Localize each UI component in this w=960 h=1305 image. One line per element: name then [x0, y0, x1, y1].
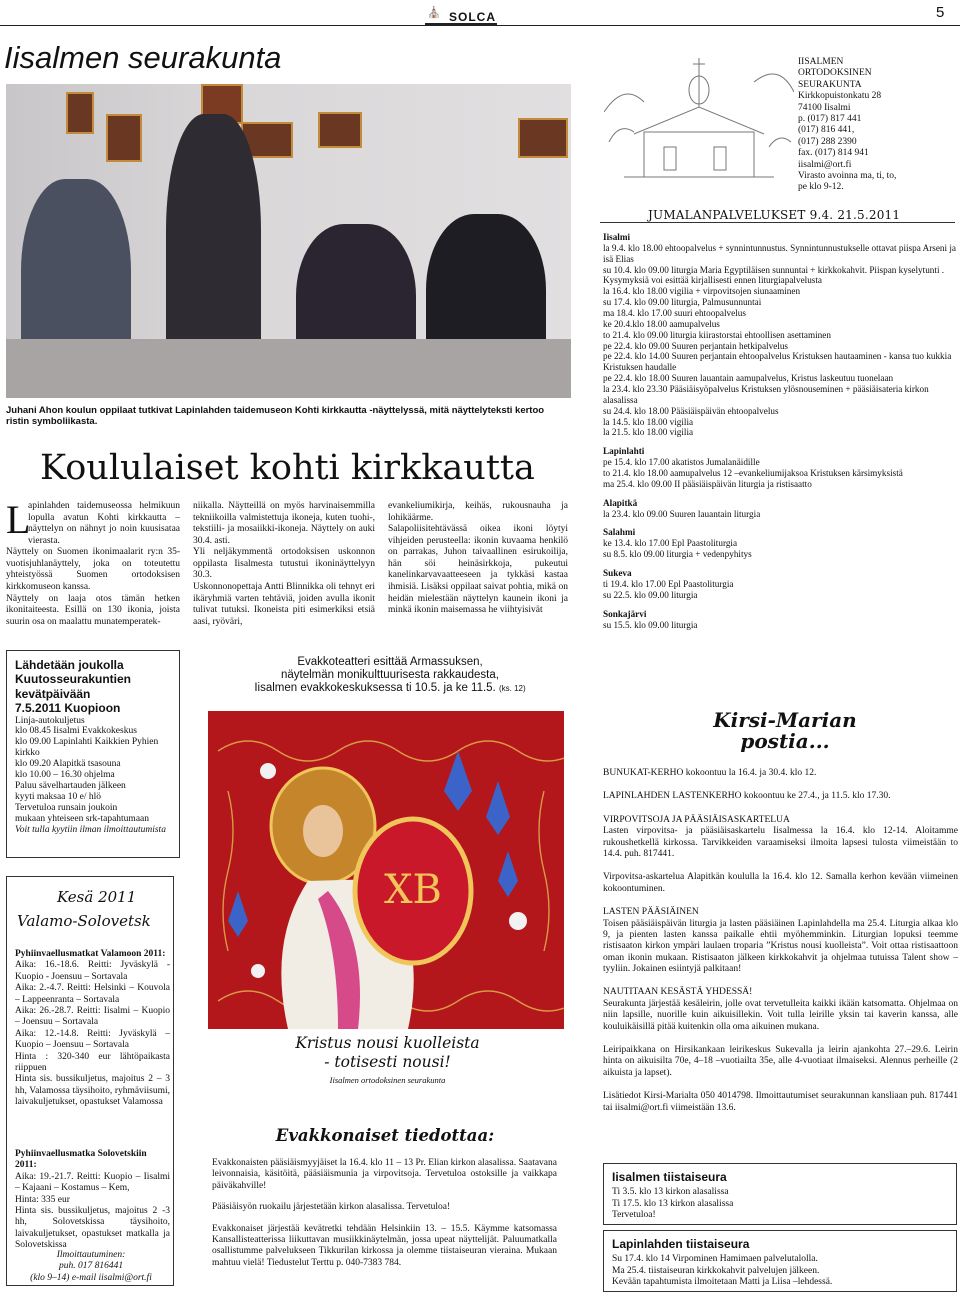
contact-line: (017) 288 2390 — [798, 136, 857, 147]
services-list — [603, 232, 958, 630]
kirsi-paragraph: Leiripaikkana on Hirsikankaan leirikeskus Sukevalla ja leirin ajankohta 27.–29.6. Leirin hinta on aikuisilta 70e, 4–18 –vuotiailta 35e, alle 4-vuotiaat ilmaiseksi. Alennus perheille (2 aikuista ja lapset). — [603, 1045, 958, 1078]
evak-paragraph: Evakkonaiset järjestää kevätretki tehdään Helsinkiin 13. – 15.5. Käymme katsomassa Kansallisteatterissa liikuttavan musiikkinäytelmän, jossa upeat näyttelijät. Paluumatkalla osallistumme palvelukseen Tikkurilan kirkossa ja olemme tiistaiseuran vieraina. Mukaan mahtuu vielä! Tiedustelut Terttu p. 040-7383 784. — [212, 1223, 557, 1268]
excursion-line: klo 08.45 Iisalmi Evakkokeskus — [15, 726, 137, 737]
contact-line: Virasto avoinna ma, ti, to, — [798, 170, 897, 181]
icon-painting — [106, 114, 142, 162]
service-line: la 9.4. klo 18.00 ehtoopalvelus + synnintunnustus. Synnintunnustukselle ottavat piispa Arseni ja isä Elias — [603, 242, 957, 264]
theatre-notice — [205, 656, 575, 696]
trip-section-2-title: Pyhiinvaellusmatka Solovetskiin 2011: — [15, 1149, 147, 1171]
exhibition-photo — [6, 84, 571, 398]
kirsi-paragraph: BUNUKAT-KERHO kokoontuu la 16.4. ja 30.4. klo 12. — [603, 768, 817, 778]
header-rule — [0, 25, 960, 26]
excursion-box — [6, 650, 180, 858]
service-line: ti 19.4. klo 17.00 Epl Paastoliturgia — [603, 578, 734, 589]
tiistaiseura-line: Tervetuloa! — [612, 1210, 656, 1221]
kirsi-paragraph: Virpovitsa-askartelua Alapitkän koululla la 16.4. klo 12. Samalla kerhon kevään viimeinen kokoontuminen. — [603, 872, 958, 894]
tiistaiseura-line: Ma 25.4. tiistaiseuran kirkkokahvit palvelujen jälkeen. — [612, 1265, 820, 1276]
contact-line: p. (017) 817 441 — [798, 113, 862, 124]
parish-contact — [798, 57, 958, 194]
easter-icon-image — [208, 711, 564, 1029]
page-title: Iisalmen seurakunta — [4, 40, 282, 75]
service-line: ma 18.4. klo 17.00 suuri ehtoopalvelus — [603, 308, 746, 319]
easter-greeting-line: - totisesti nousi! — [324, 1052, 451, 1071]
service-line: to 21.4. klo 09.00 liturgia kiirastorstai ehtoollisen asettaminen — [603, 329, 831, 340]
service-line: su 22.5. klo 09.00 liturgia — [603, 589, 698, 600]
service-line: su 17.4. klo 09.00 liturgia, Palmusunnuntai — [603, 297, 762, 308]
tiistaiseura-line: Kevään tapahtumista ilmoitetaan Matti ja Liisa –lehdessä. — [612, 1277, 833, 1288]
excursion-line: klo 10.00 – 16.30 ohjelma — [15, 770, 115, 781]
service-line: pe 22.4. klo 18.00 Suuren lauantain aamupalvelus, Kristus laskeutuu tuonelaan — [603, 373, 894, 384]
angel-icon-illustration — [208, 711, 564, 1029]
article-body: Näyttely on Suomen ikonimaalarit ry:n 35-vuotisjuhlanäyttely, joka on toteutettu yhteistyössä Suomen ortodoksisen kirkkomuseon kanssa. Näyttely on laaja otos tämän hetken ikonitaiteesta. Esillä on 130 ikonia, joista suurin osa on maalattu munatemperatek- — [6, 547, 180, 627]
kirsi-paragraph: LAPINLAHDEN LASTENKERHO kokoontuu ke 27.4., ja 11.5. klo 17.30. — [603, 791, 891, 802]
kirsi-heading-line: Kirsi-Marian — [713, 708, 857, 732]
easter-greeting-line: Kristus nousi kuolleista — [295, 1034, 480, 1052]
service-line: pe 22.4. klo 14.00 Suuren perjantain ehtoopalvelus Kristuksen hautaaminen - kansa tuo kukkia Kristuksen haudalle — [603, 351, 952, 373]
contact-line: pe klo 9-12. — [798, 182, 844, 193]
excursion-line: Linja-autokuljetus — [15, 715, 85, 726]
xb-monogram: ХВ — [384, 867, 442, 913]
service-place: Salahmi — [603, 527, 636, 538]
theatre-line: näytelmän monikulttuurisesta rakkaudesta, — [281, 669, 499, 682]
kirsi-marian-heading — [645, 710, 925, 752]
contact-line: 74100 Iisalmi — [798, 102, 851, 113]
icon-painting — [318, 112, 362, 148]
article-column-2: niikalla. Näytteillä on myös harvinaisemmilla tekniikoilla valmistettuja ikoneja, kuten tuohi-, tekstiili- ja mosaiikki-ikoneja. Näyttely on auki 30.4. asti. Yli neljäkymmentä ortodoksisen uskonnon oppilasta Iisalmesta tutustui ikoninäyttelyyn 30.3. Uskonnonopettaja Antti Blinnikka oli tehnyt eri ikäryhmiä varten tehtäviä, joiden avulla ikonit tulivat tutuksi. Ikoneista piti esimerkiksi etsiä aasi, ryöväri, — [193, 501, 375, 627]
lapinlahti-tiistaiseura-box — [603, 1230, 957, 1292]
service-line: pe 15.4. klo 17.00 akatistos Jumalanäidille — [603, 457, 760, 468]
excursion-heading: Lähdetään joukolla Kuutosseurakuntien kevätpäivään — [15, 658, 132, 701]
iisalmi-tiistaiseura-box — [603, 1163, 957, 1225]
trip-footer-line: (klo 9–14) e-mail iisalmi@ort.fi — [30, 1272, 152, 1283]
contact-email[interactable]: iisalmi@ort.fi — [798, 159, 852, 170]
service-line: ma 25.4. klo 09.00 II pääsiäispäivän liturgia ja ristisaatto — [603, 478, 812, 489]
tiistaiseura-line: Ti 17.5. klo 13 kirkon alasalissa — [612, 1198, 734, 1209]
tiistaiseura-line: Su 17.4. klo 14 Virpominen Hamimaen palvelutalolla. — [612, 1254, 818, 1265]
service-line: la 23.4. klo 09.00 Suuren lauantain liturgia — [603, 508, 761, 519]
service-line: la 16.4. klo 18.00 vigilia + virpovitsojen siunaaminen — [603, 286, 801, 297]
kirsi-paragraph: LASTEN PÄÄSIÄINEN Toisen pääsiäispäivän liturgia ja lasten pääsiäinen Lapinlahdella ma 25.4. Liturgia alkaa klo 9, ja pienten lasten kanssa paikalle ehtii myöhemminkin. Liturgian lopuksi teemme ristisaaton kirkon ympäri laulaen troparia ”Kristus nousi kuolleista”. Voit ottaa ristisaattoon oman ikonin mukaan. Ristisaaton jälkeen kirkkokahvit ja ohjelmaa tutuissa Talent show –tyyliin. Jokainen esiintyjä palkitaan! — [603, 907, 958, 975]
service-place: Sukeva — [603, 568, 632, 579]
evakkonaiset-text — [212, 1158, 557, 1269]
contact-line: fax. (017) 814 941 — [798, 148, 869, 159]
service-line: su 24.4. klo 18.00 Pääsiäispäivän ehtoopalvelus — [603, 405, 779, 416]
service-line: su 8.5. klo 09.00 liturgia + vedenpyhitys — [603, 549, 752, 560]
icon-painting — [66, 92, 94, 134]
contact-line: (017) 816 441, — [798, 125, 855, 136]
trip-section-1-text: Aika: 16.-18.6. Reitti: Jyväskylä - Kuopio - Joensuu – Sortavala Aika: 2.-4.7. Reitti: Helsinki – Kouvola – Lappeenranta – Sortavala Aika: 26.-28.7. Reitti: Iisalmi – Kuopio – Joensuu – Sortavala Aika: 12.-14.8. Reitti: Jyväskylä – Kuopio – Joensuu – Sortavala Hinta : 320-340 eur lähtöpaikasta riippuen Hinta sis. bussikuljetus, majoitus 2 – 3 hh, Valamossa täysihoito, ryhmäviisumi, laivakuljetukset, opastukset Valamossa — [15, 960, 170, 1108]
tiistaiseura-title: Iisalmen tiistaiseura — [612, 1170, 727, 1184]
excursion-line: Tervetuloa runsain joukoin — [15, 802, 118, 813]
service-place: Alapitkä — [603, 497, 638, 508]
excursion-line: klo 09.00 Lapinlahti Kaikkien Pyhien kirkko — [15, 737, 159, 759]
service-line: su 15.5. klo 09.00 liturgia — [603, 619, 698, 630]
kirsi-heading-line: postia... — [740, 729, 830, 753]
excursion-line: klo 09.20 Alapitkä tsasouna — [15, 759, 121, 770]
service-place: Lapinlahti — [603, 446, 645, 457]
contact-line: ORTODOKSINEN — [798, 68, 872, 79]
church-domes-icon: ⛪ — [427, 7, 442, 19]
excursion-note: Voit tulla kyytiin ilman ilmoittautumista — [15, 824, 166, 835]
trip-section-1 — [15, 949, 170, 1108]
excursion-line: kyyti maksaa 10 e/ hlö — [15, 792, 102, 803]
contact-line: IISALMEN — [798, 57, 844, 67]
kirsi-paragraph: Lisätiedot Kirsi-Marialta 050 4014798. Ilmoittautumiset seurakunnan kansliaan puh. 817441 tai iisalmi@ort.fi viimeistään 13.6. — [603, 1091, 958, 1113]
service-line: su 10.4. klo 09.00 liturgia Maria Egyptiläisen sunnuntai + kirkkokahvit. Piispan kyselytunti . Kysymyksiä voi esittää kirjallisesti ennen liturgiapalvelusta — [603, 264, 945, 286]
drop-cap: L — [6, 497, 31, 542]
theatre-ref: (ks. 12) — [498, 684, 526, 694]
logo-text: SOLCA — [449, 10, 496, 24]
kirsi-marian-news — [603, 768, 958, 1126]
tiistaiseura-line: Ti 3.5. klo 13 kirkon alasalissa — [612, 1187, 729, 1198]
article-column-3: evankeliumikirja, keihäs, rukousnauha ja lohikäärme. Salapoliisitehtävässä oikea ikoni löytyi vihjeiden perusteella: ikonin kuvaama henkilö on parrakas, Juhon taivaallinen esirukoilija, hän söi heinäsirkkoja, pukeutui kanelinkarvavaatteeseen ja tykkäsi kastaa ihmisiä. Lisäksi oppilaat saivat pohtia, mikä on heidän mielestään näyttelyn kaunein ikoni ja minkä ikonin maisemassa he viihtyisivät — [388, 501, 568, 616]
kirsi-paragraph: VIRPOVITSOJA JA PÄÄSIÄISASKARTELUA Lasten virpovitsa- ja pääsiäisaskartelu Iisalmessa la 16.4. klo 12-14. Aloitamme rukoushetkellä kirkossa. Tarvikkeiden varaamiseksi ilmoita lapsesi tulosta viimeistään to 14.4. puh. 817441. — [603, 814, 958, 859]
theatre-line: Iisalmen evakkokeskuksessa ti 10.5. ja ke 11.5. — [254, 682, 496, 695]
evak-paragraph: Pääsiäisyön ruokailu järjestetään kirkon alasalissa. Tervetuloa! — [212, 1202, 451, 1213]
photo-caption: Juhani Ahon koulun oppilaat tutkivat Lapinlahden taidemuseon Kohti kirkkautta -näyttelyssä, mitä näyttelyteksti kertoo ristin symboliikasta. — [6, 405, 545, 428]
service-line: la 23.4. klo 23.30 Pääsiäisyöpalvelus Kristuksen ylösnouseminen + pääsiäisateria kirkon alasalissa — [603, 384, 929, 405]
solca-logo — [425, 7, 497, 25]
trip-title-1: Kesä 2011 — [57, 888, 137, 906]
contact-line: Kirkkopuistonkatu 28 — [798, 91, 882, 102]
excursion-date: 7.5.2011 Kuopioon — [15, 701, 121, 716]
services-rule — [600, 222, 955, 223]
trip-footer-line: Ilmoittautuminen: — [56, 1250, 126, 1260]
excursion-line: mukaan yhteiseen srk-tapahtumaan — [15, 813, 150, 824]
page-number: 5 — [936, 4, 945, 21]
floor — [6, 339, 571, 398]
trip-section-2-text: Aika: 19.-21.7. Reitti: Kuopio – Iisalmi – Kajaani – Kostamus – Kem, Hinta: 335 eur Hinta sis. bussikuljetus, majoitus 2 -3 hh, Solovetskissa täysihoito, laivakuljetukset, opastukset matkalla ja Solovetskissa — [15, 1171, 170, 1251]
article-lead: apinlahden taidemuseossa helmikuun lopulla avatun Kohti kirkkautta – näyttelyn on nähnyt jo noin kuusisataa vierasta. — [28, 501, 180, 546]
trip-section-1-title: Pyhiinvaellusmatkat Valamoon 2011: — [15, 949, 166, 959]
evak-paragraph: Evakkonaisten pääsiäismyyjäiset la 16.4. klo 11 – 13 Pr. Elian kirkon alasalissa. Saatavana leivonnaisia, käsitöitä, pääsiäismunia ja virpovitsoja. Tervetuloa ostoksille ja vaikkapa päiväkahville! — [212, 1158, 557, 1191]
lapinlahti-tiistaiseura-title: Lapinlahden tiistaiseura — [612, 1237, 750, 1251]
contact-line: SEURAKUNTA — [798, 79, 862, 90]
trip-title-2: Valamo-Solovetsk — [17, 912, 151, 930]
service-line: ke 20.4.klo 18.00 aamupalvelus — [603, 318, 720, 329]
trip-footer — [11, 1250, 171, 1284]
excursion-line: Paluu sävelhartauden jälkeen — [15, 781, 126, 792]
icon-painting — [518, 118, 568, 158]
trip-section-2 — [15, 1149, 170, 1252]
service-line: la 14.5. klo 18.00 vigilia — [603, 416, 694, 427]
article-column-1 — [6, 497, 180, 628]
easter-greeting — [205, 1034, 570, 1085]
church-sketch-image — [604, 52, 794, 192]
kirsi-paragraph: NAUTITAAN KESÄSTÄ YHDESSÄ! Seurakunta järjestää kesäleirin, jolle ovat tervetulleita kaikki ikään katsomatta. Ohjelmaa on niin lapsille, nuorille kuin aikuisillekin. Voit tulla leirille yksin tai kaverin kanssa, alle kouluikäisillä pitää kuitenkin olla oma aikuinen mukana. — [603, 987, 958, 1032]
service-line: pe 22.4. klo 09.00 Suuren perjantain hetkipalvelus — [603, 340, 788, 351]
theatre-line: Evakkoteatteri esittää Armassuksen, — [297, 656, 483, 668]
service-line: la 21.5. klo 18.00 vigilia — [603, 427, 694, 438]
service-line: ke 13.4. klo 17.00 Epl Paastoliturgia — [603, 538, 738, 549]
trip-footer-line: puh. 017 816441 — [58, 1261, 124, 1272]
service-place: Iisalmi — [603, 232, 631, 242]
evakkonaiset-heading: Evakkonaiset tiedottaa: — [275, 1126, 495, 1145]
service-place: Sonkajärvi — [603, 608, 647, 619]
article-headline: Koululaiset kohti kirkkautta — [40, 448, 535, 488]
pilgrimage-box — [6, 876, 174, 1286]
service-line: to 21.4. klo 18.00 aamupalvelus 12 –evankeliumijaksoa Kristuksen kärsimyksistä — [603, 468, 903, 479]
services-heading: JUMALANPALVELUKSET 9.4. 21.5.2011 — [648, 208, 901, 222]
easter-signature: Iisalmen ortodoksinen seurakunta — [329, 1075, 446, 1086]
